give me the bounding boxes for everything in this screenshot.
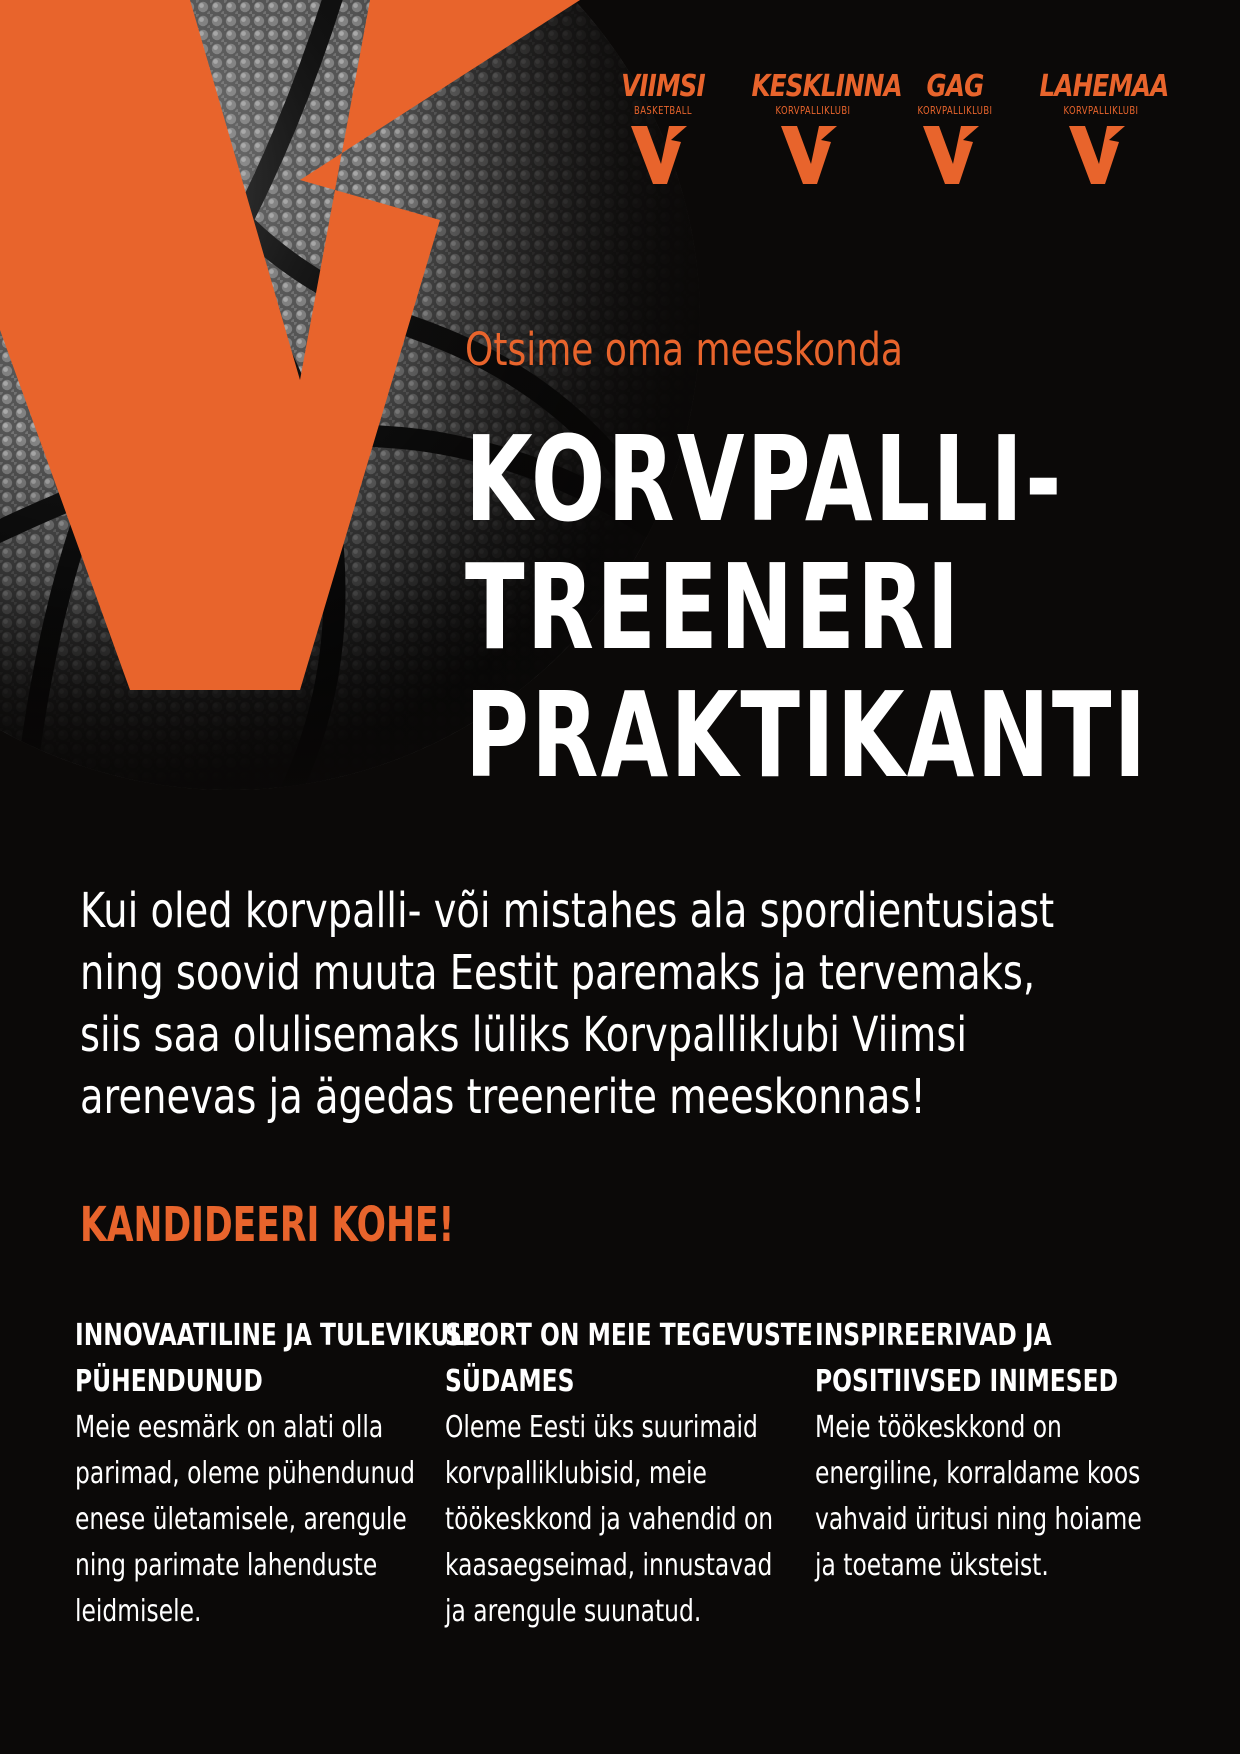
benefit-title-line: INSPIREERIVAD JA (815, 1318, 1052, 1353)
club-logos (600, 70, 1170, 200)
intro-line: siis saa olulisemaks lüliks Korvpalliklubi Viimsi (80, 1007, 968, 1063)
benefit-text-line: Meie eesmärk on alati olla (75, 1410, 384, 1445)
benefit-title-line: SÜDAMES (445, 1364, 575, 1399)
kicker-text: Otsime oma meeskonda (465, 323, 903, 376)
benefit-title-line: SPORT ON MEIE TEGEVUSTE (445, 1318, 813, 1353)
benefit-text (445, 1405, 788, 1635)
logo-subtitle: KORVPALLIKLUBI (917, 104, 993, 117)
benefit-title (445, 1313, 813, 1405)
intro-line: arenevas ja ägedas treenerite meeskonnas! (80, 1069, 926, 1125)
v-mark-icon (631, 126, 695, 186)
benefit-text-line: töökeskkond ja vahendid on (445, 1502, 774, 1537)
headline (465, 410, 1149, 804)
benefit-text-line: parimad, oleme pühendunud (75, 1456, 415, 1491)
intro-line: Kui oled korvpalli- või mistahes ala spordientusiast (80, 883, 1055, 939)
headline-line: KORVPALLI- (465, 410, 1064, 548)
logo-subtitle: BASKETBALL (634, 104, 692, 117)
v-mark-icon (781, 126, 845, 186)
benefit-text-line: korvpalliklubisid, meie (445, 1456, 707, 1491)
v-mark-icon (923, 126, 987, 186)
benefit-text-line: Meie töökeskkond on (815, 1410, 1062, 1445)
logo-name: KESKLINNA (751, 69, 902, 104)
benefit-text-line: Oleme Eesti üks suurimaid (445, 1410, 758, 1445)
benefit-columns (75, 1313, 1195, 1643)
intro-paragraph (80, 880, 1168, 1128)
benefit-column (445, 1313, 813, 1635)
benefit-text (75, 1405, 418, 1635)
benefit-title-line: INNOVAATILINE JA TULEVIKULE (75, 1318, 481, 1353)
benefit-text-line: vahvaid üritusi ning hoiame (815, 1502, 1142, 1537)
apply-now-heading: KANDIDEERI KOHE! (80, 1197, 455, 1253)
benefit-text-line: leidmisele. (75, 1594, 202, 1629)
headline-line: PRAKTIKANTI (465, 666, 1149, 804)
benefit-text-line: ning parimate lahenduste (75, 1548, 378, 1583)
benefit-text-line: energiline, korraldame koos (815, 1456, 1141, 1491)
logo-subtitle: KORVPALLIKLUBI (1063, 104, 1139, 117)
headline-line: TREENERI (465, 538, 962, 676)
logo-name: LAHEMAA (1039, 69, 1169, 104)
benefit-title (815, 1313, 1158, 1405)
benefit-text-line: enese ületamisele, arengule (75, 1502, 407, 1537)
benefit-text-line: ja toetame üksteist. (815, 1548, 1049, 1583)
benefit-title (75, 1313, 481, 1405)
benefit-title-line: PÜHENDUNUD (75, 1364, 263, 1399)
benefit-column (75, 1313, 481, 1635)
logo-gag (880, 70, 1030, 186)
logo-kesklinna (738, 69, 902, 186)
logo-name: VIIMSI (621, 69, 705, 104)
v-mark-icon (1069, 126, 1133, 186)
benefit-text-line: ja arengule suunatud. (445, 1594, 702, 1629)
intro-line: ning soovid muuta Eestit paremaks ja tervemaks, (80, 945, 1036, 1001)
logo-lahemaa (1026, 70, 1176, 186)
benefit-column (815, 1313, 1155, 1589)
logo-viimsi (588, 70, 738, 186)
benefit-title-line: POSITIIVSED INIMESED (815, 1364, 1119, 1399)
benefit-text (815, 1405, 1158, 1589)
benefit-text-line: kaasaegseimad, innustavad (445, 1548, 773, 1583)
logo-subtitle: KORVPALLIKLUBI (775, 104, 851, 117)
logo-name: GAG (926, 69, 984, 104)
